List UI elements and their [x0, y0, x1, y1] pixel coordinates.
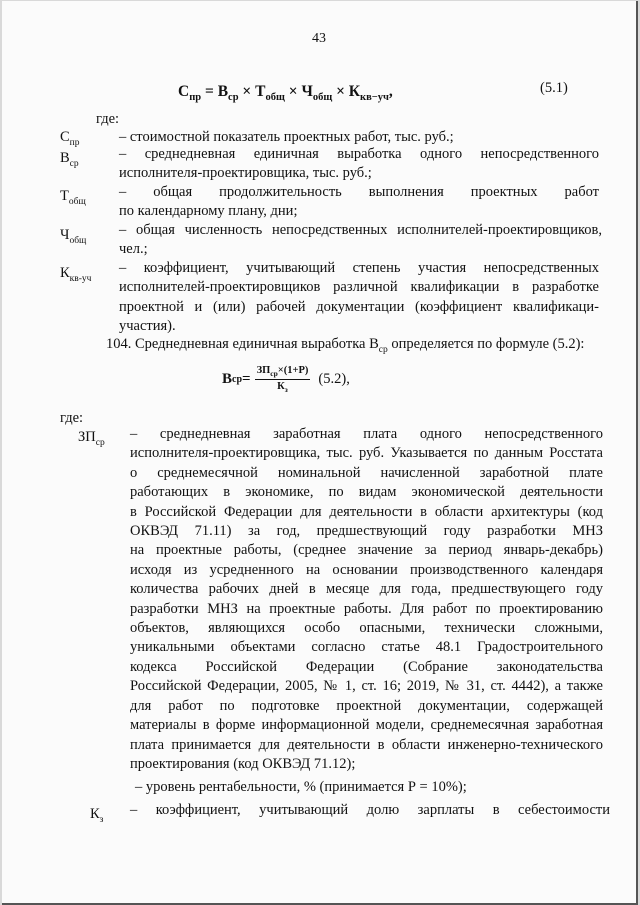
definition-text: – коэффициент, учитывающий долю зарплаты в себестоимости — [130, 802, 610, 818]
definition-text: – коэффициент, учитывающий степень участия непосредственных исполнителей-проектировщиков различной квалификации в разработке проектной и (или) рабочей документации (коэффициент квалификаци- участия). — [119, 260, 599, 334]
formula-symbol: С — [178, 83, 190, 100]
fraction-denominator: $К_з$ — [277, 381, 288, 395]
where-label: где: — [60, 410, 84, 426]
definition-symbol: $К_з$ — [90, 806, 104, 825]
definition-text: – среднедневная заработная плата одного непосредственного исполнителя-проектировщика, тыс. руб. Указывается по данным Росстата о среднемесячной номинальной начисленной заработной плате работающих в экономике, по видам экономической деятельности в Российской Федерации для деятельности в области архитектуры (код ОКВЭД 71.11) за год, предшествующий году разработки МНЗ на проектные работы, (среднее значение за период январь-декабрь) исходя из усредненного на основании производственного календаря количества рабочих дней в месяце для года, предшествующего году разработки МНЗ на проектные работы. Для работ по проектированию объектов, являющихся особо опасными, технически сложными, уникальными объектами согласно статье 48.1 Градостроительного кодекса Российской Федерации (Собрание законодательства Российской Федерации, 2005, № 1, ст. 16; 2019, № 31, ст. 4442), а также для работ по подготовке проектной документации, содержащей материалы в форме информационной модели, среднемесячная заработная плата принимается для деятельности в области инженерно-технического проектирования (код ОКВЭД 71.12); — [130, 426, 603, 772]
formula-subscript: ср — [228, 92, 239, 104]
formula-operator: , — [388, 83, 393, 100]
definition-symbol: $В_{ср}$ — [60, 150, 79, 169]
formula-5-1 — [178, 83, 393, 103]
definition-symbol: $Т_{общ}$ — [60, 188, 86, 207]
definition-text: – общая продолжительность выполнения проектных работ по календарному плану, дни; — [119, 184, 599, 220]
formula-operator: × — [284, 83, 302, 100]
formula-operator: × — [238, 83, 256, 100]
formula-subscript: ср — [232, 374, 243, 386]
formula-subscript: пр — [189, 92, 202, 104]
fraction-numerator: $ЗП_{ср}\times(1+Р)$ — [256, 365, 309, 379]
formula-operator: = — [242, 371, 251, 388]
formula-subscript: общ — [312, 92, 333, 104]
definition-text: – уровень рентабельности, % (принимается Р = 10%); — [135, 779, 467, 795]
where-label: где: — [96, 111, 120, 127]
definition-text: – среднедневная единичная выработка одного непосредственного исполнителя-проектировщика, тыс. руб.; — [119, 146, 599, 182]
definition-symbol: $Ч_{общ}$ — [60, 227, 87, 246]
formula-symbol: В — [222, 371, 233, 388]
definition-symbol: $ЗП_{ср}$ — [78, 429, 105, 448]
formula-subscript: общ — [265, 92, 285, 104]
page-number: 43 — [312, 31, 326, 46]
formula-operator: = — [201, 83, 218, 100]
formula-symbol: К — [348, 83, 361, 100]
formula-subscript: кв−уч — [360, 92, 389, 104]
formula-symbol: Т — [255, 83, 266, 100]
formula-5-1-number: (5.1) — [540, 80, 568, 96]
formula-5-2 — [222, 365, 350, 394]
formula-operator: × — [332, 83, 349, 100]
formula-number: (5.2), — [318, 371, 350, 388]
formula-symbol: В — [217, 83, 229, 100]
document-page — [2, 1, 638, 905]
formula-symbol: Ч — [301, 83, 313, 100]
definition-text: – общая численность непосредственных исполнителей-проектировщиков, чел.; — [119, 222, 602, 258]
paragraph-104: 104. Среднедневная единичная выработка $В_{ср}$ определяется по формуле (5.2): — [106, 336, 585, 355]
formula-fraction — [255, 365, 311, 394]
definition-text: – стоимостной показатель проектных работ, тыс. руб.; — [119, 129, 454, 145]
definition-symbol: $К_{кв-уч}$ — [60, 265, 92, 284]
definition-symbol: $С_{пр}$ — [60, 129, 80, 148]
